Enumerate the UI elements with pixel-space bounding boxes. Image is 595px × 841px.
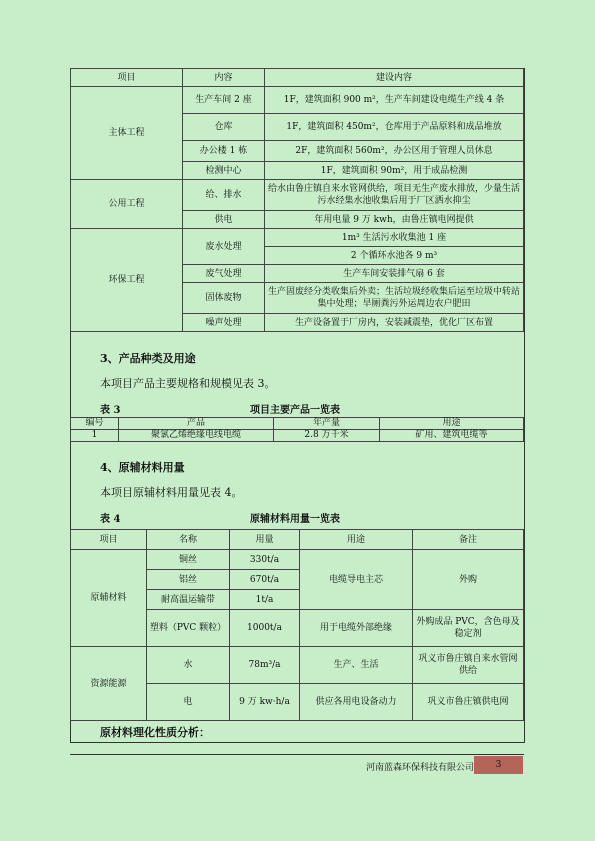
footer-company: 河南蓝森环保科技有限公司	[366, 763, 475, 773]
analysis-heading: 原材料理化性质分析：	[100, 726, 210, 739]
header-cell: 用量	[230, 530, 300, 550]
desc-cell: 1F，建筑面积 900 m²，生产车间建设电缆生产线 4 条	[265, 87, 524, 114]
header-cell: 年产量	[274, 418, 380, 430]
table-header-row	[71, 530, 524, 550]
cell: 耐高温运输带	[147, 590, 230, 610]
item-cell: 废水处理	[183, 229, 265, 265]
desc-cell: 1F，建筑面积 450m²，仓库用于产品原料和成品堆放	[265, 114, 524, 141]
item-cell: 生产车间 2 座	[183, 87, 265, 114]
item-cell: 办公楼 1 栋	[183, 141, 265, 162]
construction-table	[70, 68, 524, 332]
cell: 用于电缆外部绝缘	[300, 610, 413, 647]
section-4-heading: 4、原辅材料用量	[100, 461, 185, 474]
section-3-paragraph: 本项目产品主要规格和规模见表 3。	[100, 377, 276, 390]
table-row	[71, 229, 524, 247]
desc-cell: 给水由鲁庄镇自来水管网供给，项目无生产废水排放，少量生活污水经集水池收集后用于厂区洒水抑尘	[265, 180, 524, 211]
item-cell: 检测中心	[183, 162, 265, 180]
cell: 生产、生活	[300, 647, 413, 684]
item-cell: 仓库	[183, 114, 265, 141]
group-cell: 主体工程	[71, 87, 183, 180]
header-cell: 内容	[183, 69, 265, 87]
cell: 铜丝	[147, 550, 230, 570]
header-cell: 产品	[119, 418, 274, 430]
desc-cell: 1F，建筑面积 90m²，用于成品检测	[265, 162, 524, 180]
header-cell: 编号	[71, 418, 119, 430]
cell: 供应各用电设备动力	[300, 684, 413, 721]
header-cell: 项目	[71, 69, 183, 87]
desc-cell: 生产车间安装排气扇 6 套	[265, 265, 524, 283]
product-table	[70, 417, 524, 442]
table-4-number: 表 4	[100, 514, 121, 525]
page-number: 3	[474, 756, 523, 774]
cell: 330t/a	[230, 550, 300, 570]
cell: 巩义市鲁庄镇供电网	[413, 684, 524, 721]
cell: 铝丝	[147, 570, 230, 590]
table-row	[71, 550, 524, 570]
table-row	[71, 87, 524, 114]
cell: 1000t/a	[230, 610, 300, 647]
cell: 电缆导电主芯	[300, 550, 413, 610]
header-cell: 备注	[413, 530, 524, 550]
item-cell: 供电	[183, 211, 265, 229]
materials-table	[70, 529, 524, 721]
table-header-row	[71, 418, 524, 430]
table-row	[71, 180, 524, 211]
cell: 矿用、建筑电缆等	[380, 430, 524, 442]
cell: 1	[71, 430, 119, 442]
table-3-number: 表 3	[100, 405, 121, 416]
cell: 1t/a	[230, 590, 300, 610]
table-4-title: 原辅材料用量一览表	[250, 514, 340, 525]
cell: 电	[147, 684, 230, 721]
group-cell: 原辅材料	[71, 550, 147, 647]
desc-cell: 年用电量 9 万 kwh，由鲁庄镇电网提供	[265, 211, 524, 229]
cell: 聚氯乙烯绝缘电线电缆	[119, 430, 274, 442]
table-row	[71, 430, 524, 442]
item-cell: 废气处理	[183, 265, 265, 283]
item-cell: 固体废物	[183, 283, 265, 314]
table-header-row	[71, 69, 524, 87]
desc-cell: 2F，建筑面积 560m²，办公区用于管理人员休息	[265, 141, 524, 162]
section-3-heading: 3、产品种类及用途	[100, 352, 196, 365]
desc-cell: 生产固废经分类收集后外卖；生活垃圾经收集后运至垃圾中转站集中处理；旱厕粪污外运周边农户肥田	[265, 283, 524, 314]
header-cell: 用途	[300, 530, 413, 550]
section-4-paragraph: 本项目原辅材料用量见表 4。	[100, 486, 243, 499]
item-cell: 给、排水	[183, 180, 265, 211]
header-cell: 建设内容	[265, 69, 524, 87]
cell: 塑料（PVC 颗粒）	[147, 610, 230, 647]
cell: 巩义市鲁庄镇自来水管网供给	[413, 647, 524, 684]
group-cell: 资源能源	[71, 647, 147, 721]
desc-cell: 2 个循环水池各 9 m³	[265, 247, 524, 265]
table-row	[71, 647, 524, 684]
group-cell: 公用工程	[71, 180, 183, 229]
cell: 670t/a	[230, 570, 300, 590]
cell: 9 万 kw·h/a	[230, 684, 300, 721]
cell: 水	[147, 647, 230, 684]
header-cell: 项目	[71, 530, 147, 550]
header-cell: 名称	[147, 530, 230, 550]
footer-divider	[70, 754, 524, 755]
cell: 外购成品 PVC，含色母及稳定剂	[413, 610, 524, 647]
item-cell: 噪声处理	[183, 314, 265, 332]
cell: 78m³/a	[230, 647, 300, 684]
desc-cell: 生产设备置于厂房内，安装减震垫，优化厂区布置	[265, 314, 524, 332]
header-cell: 用途	[380, 418, 524, 430]
table-3-title: 项目主要产品一览表	[250, 405, 340, 416]
group-cell: 环保工程	[71, 229, 183, 332]
cell: 2.8 万千米	[274, 430, 380, 442]
cell: 外购	[413, 550, 524, 610]
desc-cell: 1m³ 生活污水收集池 1 座	[265, 229, 524, 247]
